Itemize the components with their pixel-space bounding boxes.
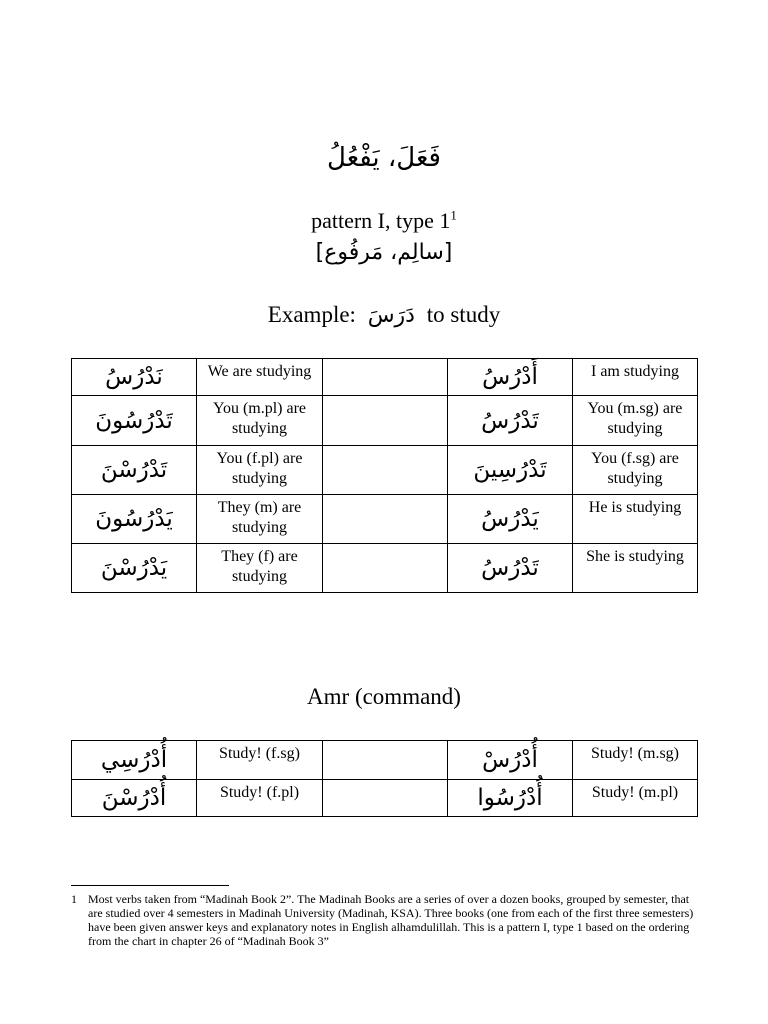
pattern-label: pattern I, type 1 xyxy=(311,208,451,233)
left-english-cell: Study! (f.pl) xyxy=(197,780,323,817)
right-arabic-cell: تَدْرُسُ xyxy=(448,396,573,446)
right-arabic-cell: أُدْرُسْ xyxy=(448,741,573,780)
right-arabic-cell: أُدْرُسُوا xyxy=(448,780,573,817)
left-arabic-cell: تَدْرُسْنَ xyxy=(72,446,197,495)
left-arabic-cell: أُدْرُسْنَ xyxy=(72,780,197,817)
right-english-cell: You (f.sg) are studying xyxy=(573,446,698,495)
left-arabic-cell: يَدْرُسْنَ xyxy=(72,544,197,593)
footnote-divider xyxy=(71,885,229,886)
table-row xyxy=(72,396,698,446)
empty-cell xyxy=(323,359,448,396)
table-row xyxy=(72,495,698,544)
empty-cell xyxy=(323,544,448,593)
right-english-cell: You (m.sg) are studying xyxy=(573,396,698,446)
status-heading: [سالِم، مَرفُوع] xyxy=(315,240,453,265)
empty-cell xyxy=(323,396,448,446)
left-english-cell: You (f.pl) are studying xyxy=(197,446,323,495)
command-table xyxy=(71,740,698,817)
right-arabic-cell: تَدْرُسِينَ xyxy=(448,446,573,495)
example-meaning: to study xyxy=(426,302,501,327)
right-english-cell: Study! (m.pl) xyxy=(573,780,698,817)
amr-heading: Amr (command) xyxy=(307,684,461,709)
pattern-heading xyxy=(0,205,768,237)
footnote-ref: 1 xyxy=(450,207,457,223)
empty-cell xyxy=(323,446,448,495)
right-english-cell: She is studying xyxy=(573,544,698,593)
left-english-cell: They (f) are studying xyxy=(197,544,323,593)
table-row xyxy=(72,446,698,495)
left-arabic-cell: يَدْرُسُونَ xyxy=(72,495,197,544)
empty-cell xyxy=(323,741,448,780)
empty-cell xyxy=(323,495,448,544)
left-arabic-cell: أُدْرُسِي xyxy=(72,741,197,780)
right-english-cell: Study! (m.sg) xyxy=(573,741,698,780)
left-english-cell: They (m) are studying xyxy=(197,495,323,544)
left-arabic-cell: نَدْرُسُ xyxy=(72,359,197,396)
footnote-number: 1 xyxy=(71,892,77,906)
right-arabic-cell: أَدْرُسُ xyxy=(448,359,573,396)
example-heading xyxy=(0,297,768,334)
empty-cell xyxy=(323,780,448,817)
example-verb: دَرَسَ xyxy=(367,303,415,328)
present-tense-table xyxy=(71,358,698,593)
verb-pattern-heading: فَعَلَ، يَفْعُلُ xyxy=(327,143,441,173)
right-arabic-cell: يَدْرُسُ xyxy=(448,495,573,544)
right-arabic-cell: تَدْرُسُ xyxy=(448,544,573,593)
table-row xyxy=(72,741,698,780)
left-english-cell: You (m.pl) are studying xyxy=(197,396,323,446)
right-english-cell: He is studying xyxy=(573,495,698,544)
right-english-cell: I am studying xyxy=(573,359,698,396)
table-row xyxy=(72,359,698,396)
footnote-text: Most verbs taken from “Madinah Book 2”. The Madinah Books are a series of over a dozen books, grouped by semester, that are studied over 4 semesters in Madinah University (Madinah, KSA). Three books (one from each of the first three semesters) have been given answer keys and explanatory notes in English alhamdulillah. This is a pattern I, type 1 based on the ordering from the chart in chapter 26 of “Madinah Book 3” xyxy=(88,892,694,948)
left-english-cell: We are studying xyxy=(197,359,323,396)
table-row xyxy=(72,780,698,817)
table-row xyxy=(72,544,698,593)
footnote xyxy=(71,892,701,948)
left-english-cell: Study! (f.sg) xyxy=(197,741,323,780)
left-arabic-cell: تَدْرُسُونَ xyxy=(72,396,197,446)
example-label: Example: xyxy=(267,302,356,327)
